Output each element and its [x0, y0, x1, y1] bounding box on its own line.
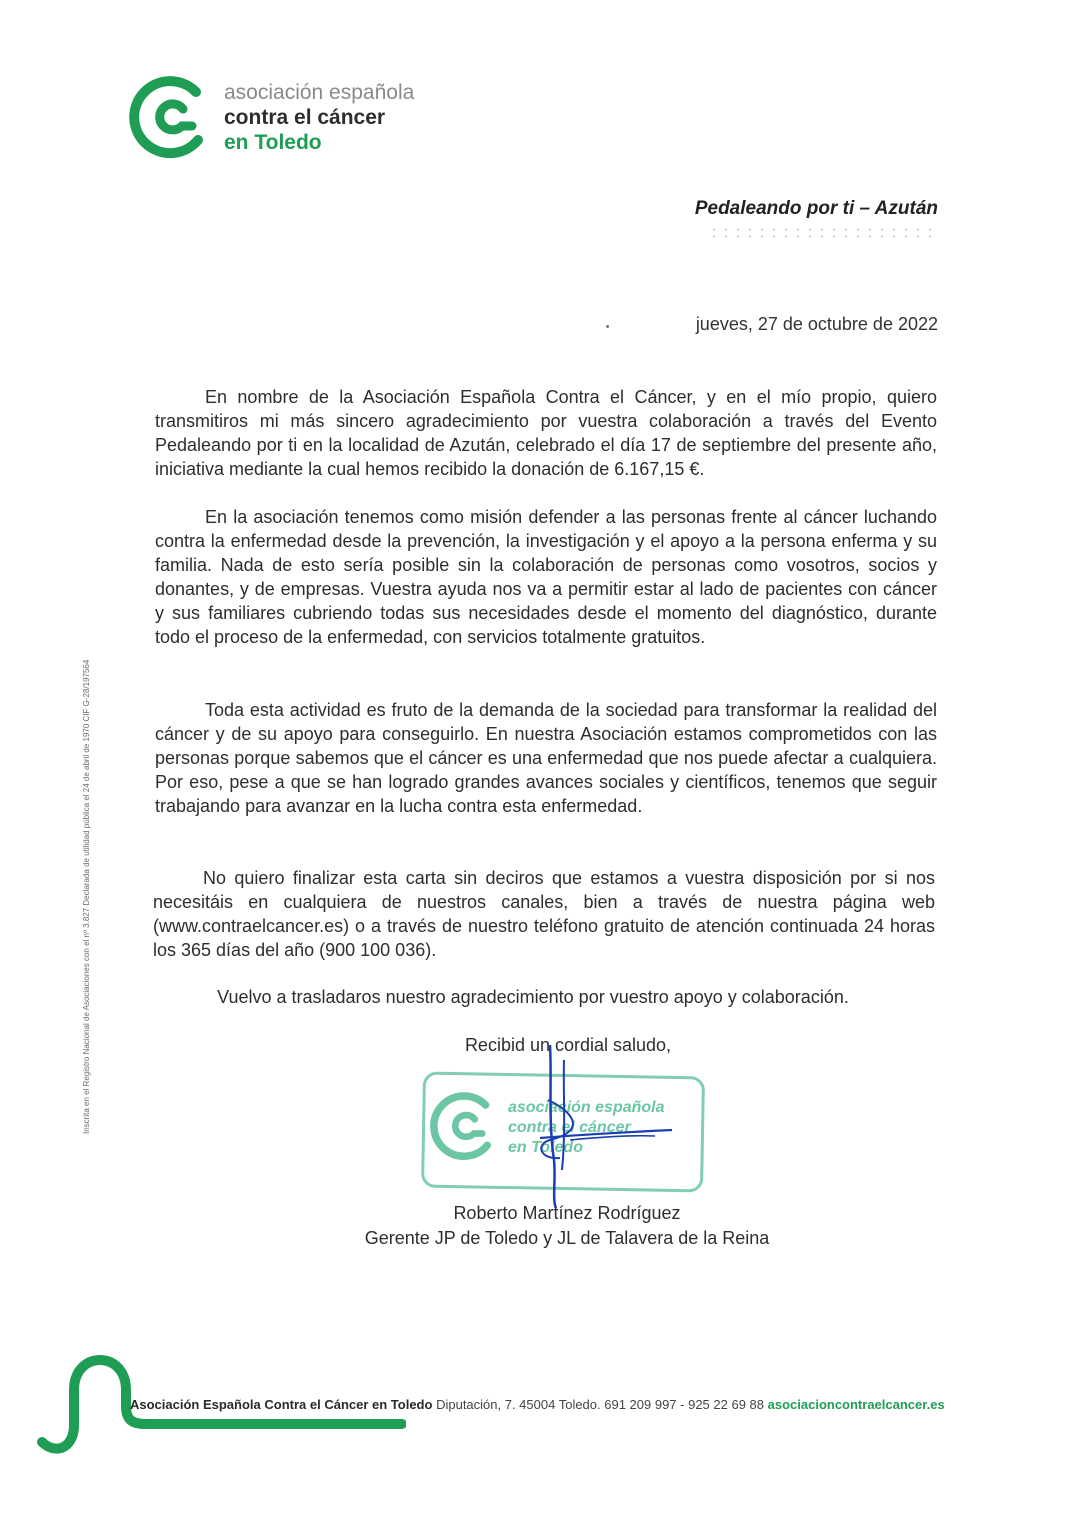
paragraph-4: No quiero finalizar esta carta sin deciros que estamos a vuestra disposición por si nos necesitáis en cualquiera de nuestros canales, bien a través de nuestra página web (www.contraelcancer.es) o a través de nuestro teléfono gratuito de atención continuada 24 horas los 365 días del año (900 100 036).: [153, 868, 935, 960]
footer-website-link[interactable]: asociacioncontraelcancer.es: [767, 1397, 945, 1412]
paragraph-1: En nombre de la Asociación Española Contra el Cáncer, y en el mío propio, quiero transmitiros mi más sincero agradecimiento por vuestra colaboración a través del Evento Pedaleando por ti en la localidad de Azután, celebrado el día 17 de septiembre del presente año, iniciativa mediante la cual hemos recibido la donación de 6.167,15 €.: [155, 387, 937, 479]
handwritten-signature: [480, 1040, 700, 1210]
redacted-address: [708, 226, 938, 240]
footer-address: Diputación, 7. 45004 Toledo. 691 209 997 - 925 22 69 88: [436, 1397, 764, 1412]
logo-wordmark: [224, 80, 414, 155]
stamp-line-3: en Toledo: [508, 1139, 583, 1156]
footer-contact: [130, 1397, 945, 1412]
logo-line-3: en Toledo: [224, 131, 322, 154]
closing-line: Vuelvo a trasladaros nuestro agradecimiento por vuestro apoyo y colaboración.: [217, 987, 849, 1007]
stamp-line-1: asociación española: [508, 1099, 665, 1116]
footer-organization: Asociación Española Contra el Cáncer en Toledo: [130, 1397, 433, 1412]
event-title: Pedaleando por ti – Azután: [694, 198, 938, 219]
logo-line-2: contra el cáncer: [224, 106, 386, 129]
logo-line-1: asociación española: [224, 81, 415, 104]
registry-side-text: Inscrita en el Registro Nacional de Asociaciones con el nº 3.827 Declarada de utilidad pública el 24 de abril de 1970 CIF G-28/197564: [82, 659, 91, 1134]
stamp-line-2: contra el cáncer: [508, 1119, 631, 1136]
scan-dot: [606, 325, 609, 328]
salutation: Recibid un cordial saludo,: [464, 1035, 672, 1055]
letter-date: jueves, 27 de octubre de 2022: [695, 314, 938, 334]
signer-role: Gerente JP de Toledo y JL de Talavera de la Reina: [364, 1228, 770, 1248]
paragraph-3: Toda esta actividad es fruto de la demanda de la sociedad para transformar la realidad del cáncer y de su apoyo para conseguirlo. En nuestra Asociación estamos comprometidos con las personas porque sabemos que el cáncer es una enfermedad que nos puede afectar a cualquiera. Por eso, pese a que se han logrado grandes avances sociales y científicos, tenemos que seguir trabajando para avanzar en la lucha contra esta enfermedad.: [155, 700, 937, 816]
signer-name: Roberto Martínez Rodríguez: [453, 1203, 681, 1223]
aecc-logo-icon: [128, 74, 210, 160]
paragraph-2: En la asociación tenemos como misión defender a las personas frente al cáncer luchando contra la enfermedad desde la prevención, la investigación y el apoyo a la persona enferma y su familia. Nada de esto sería posible sin la colaboración de personas como vosotros, socios y donantes, y de empresas. Vuestra ayuda nos va a permitir estar al lado de pacientes con cáncer y sus familiares cubriendo todas sus necesidades desde el momento del diagnóstico, durante todo el proceso de la enfermedad, con servicios totalmente gratuitos.: [155, 507, 937, 647]
